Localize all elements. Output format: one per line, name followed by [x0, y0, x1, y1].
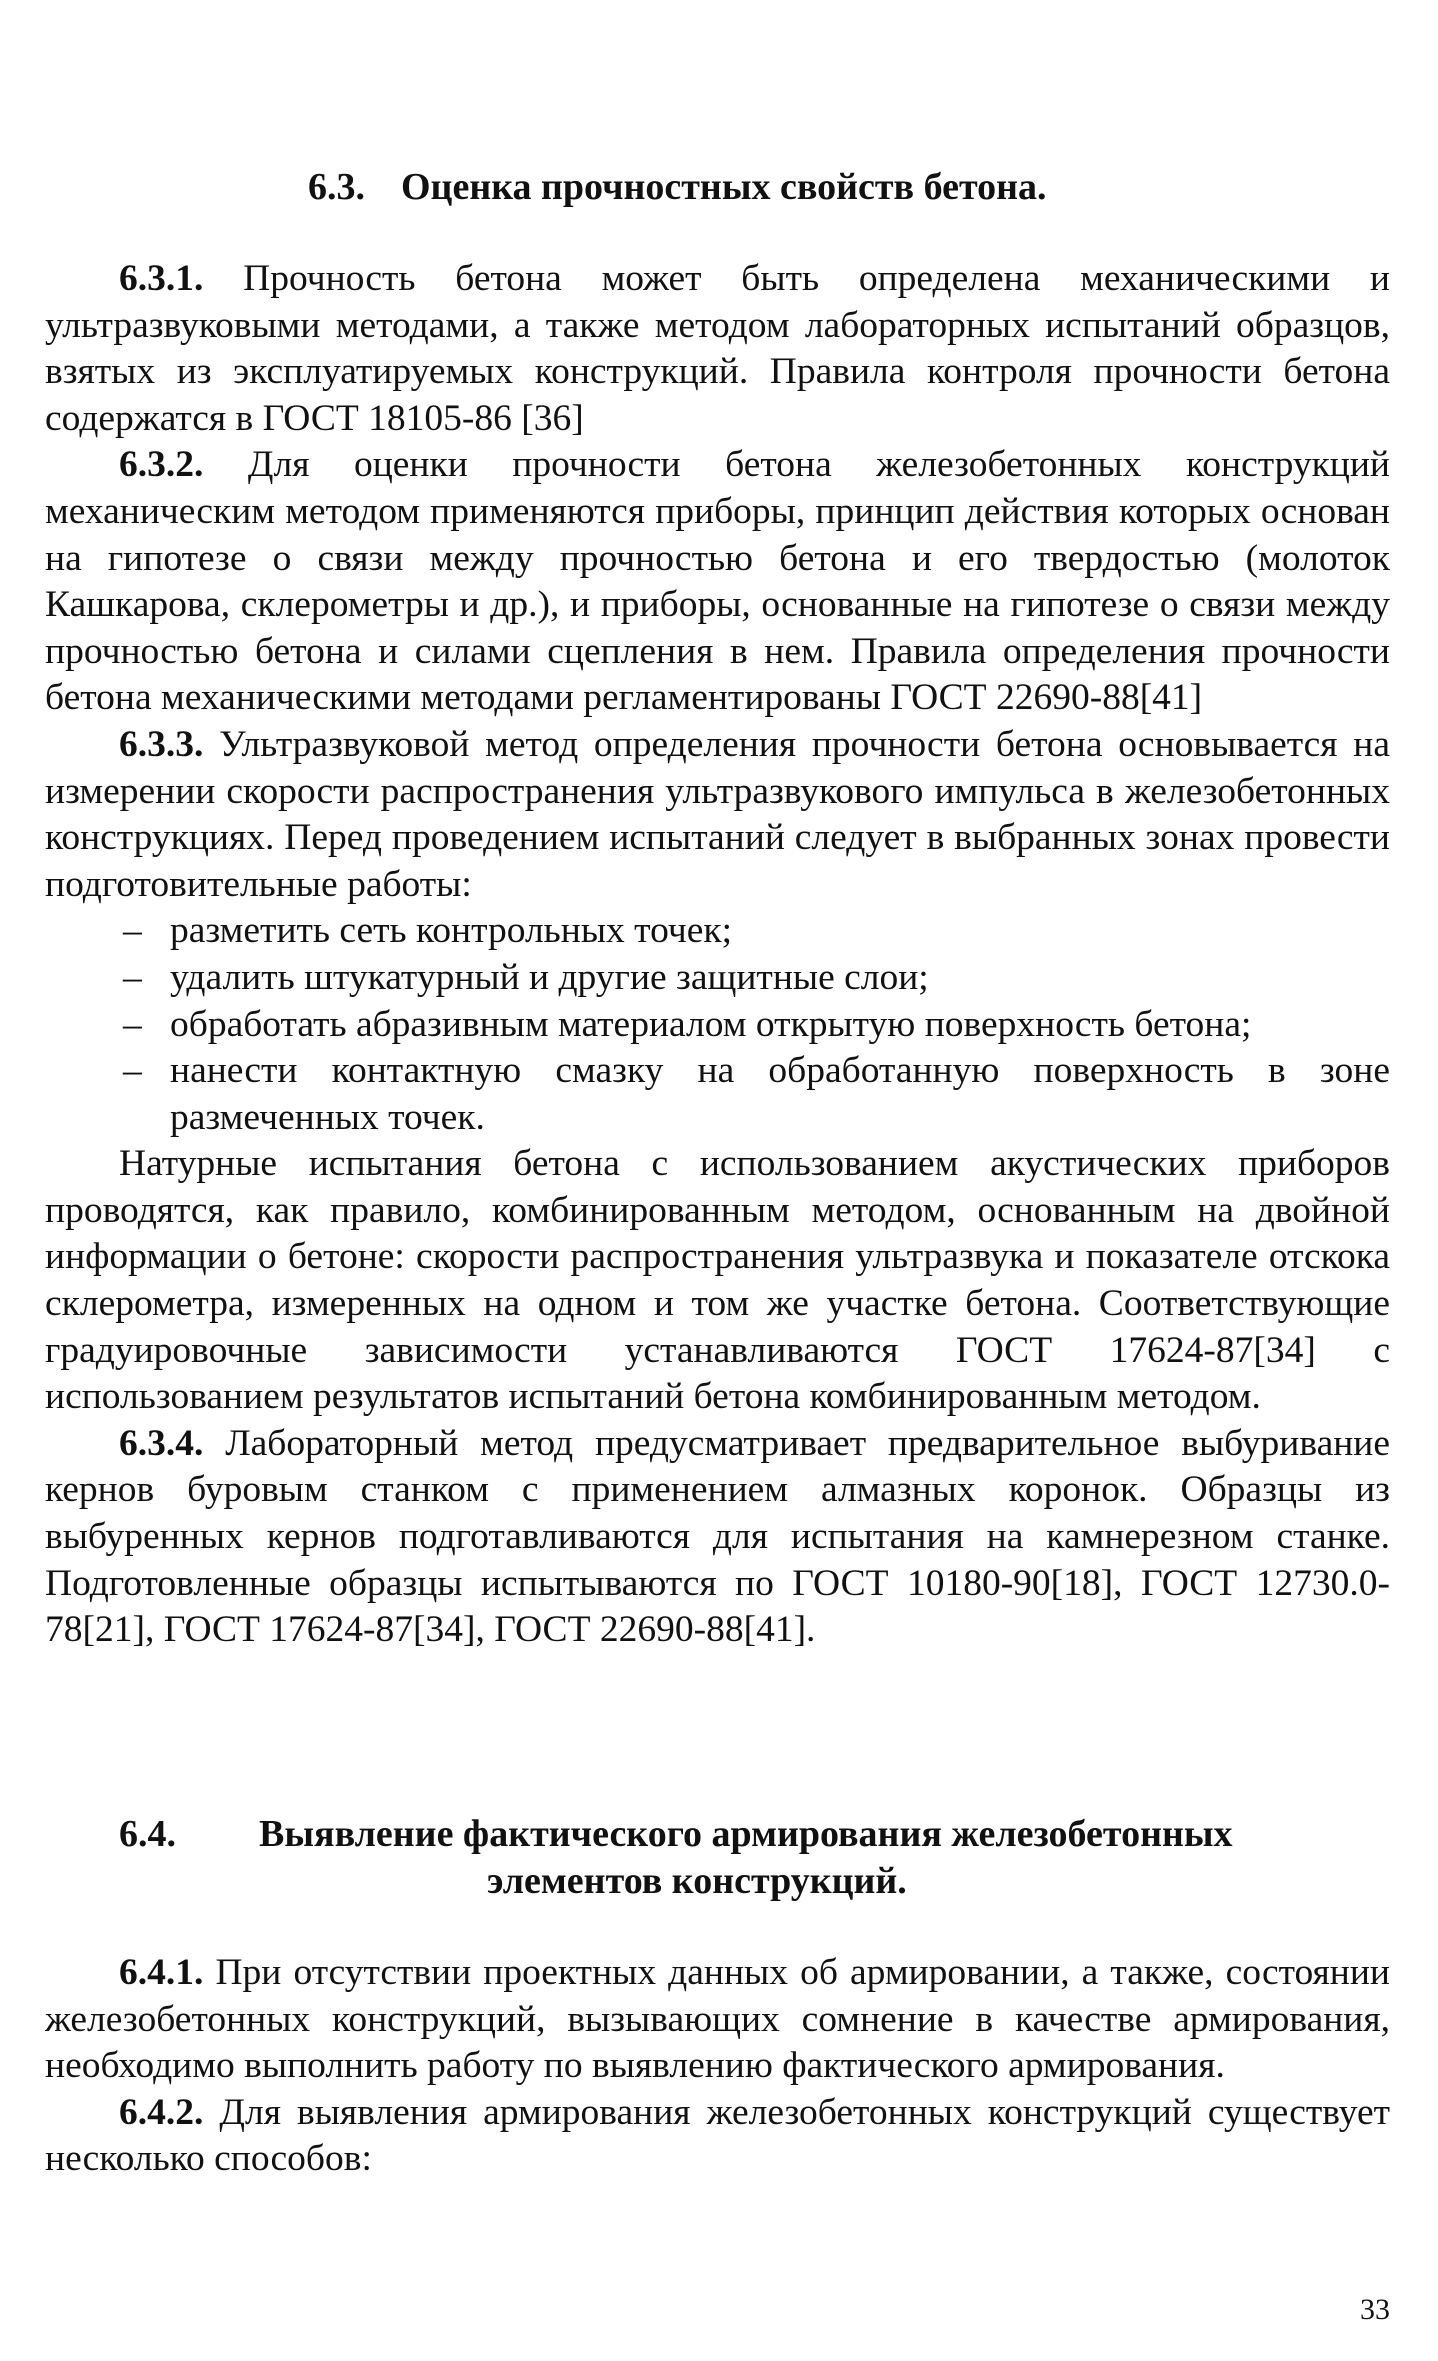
list-dash: – [123, 1003, 142, 1045]
paragraph-6-3-2 [45, 442, 1390, 722]
section-title-line-2: элементов конструкций. [487, 1860, 907, 1902]
list-item-text: обработать абразивным материалом открытую поверхность бетона; [170, 1003, 1252, 1045]
paragraph-text: При отсутствии проектных данных об армировании, а также, состоянии железобетонных конструкций, вызывающих сомнение в качестве армирования, необходимо выполнить работу по выявлению фактического армирования. [45, 1952, 1390, 2087]
paragraph-6-3-1 [45, 256, 1390, 442]
list-item-text: удалить штукатурный и другие защитные слои; [170, 956, 929, 998]
list-dash: – [123, 910, 142, 952]
paragraph-6-3-4 [45, 1421, 1390, 1654]
section-number: 6.4. [119, 1813, 176, 1855]
body-block-6-3 [45, 256, 1390, 1654]
list-dash: – [123, 956, 142, 998]
paragraph-number: 6.4.2. [119, 2091, 204, 2133]
list-item-text: нанести контактную смазку на обработанную поверхность в зоне размеченных точек. [170, 1050, 1390, 1138]
paragraph-text: Для оценки прочности бетона железобетонных конструкций механическим методом применяются приборы, принцип действия которых основан на гипотезе о связи между прочностью бетона и его твердостью (молоток Кашкарова, склерометры и др.), и приборы, основанные на гипотезе о связи между прочностью бетона и силами сцепления в нем. Правила определения прочности бетона механическими методами регламентированы ГОСТ 22690-88[41] [45, 444, 1390, 719]
section-title: Оценка прочностных свойств бетона. [401, 166, 1047, 208]
section-heading-6-4 [119, 1810, 1233, 1858]
page-number: 33 [1360, 2293, 1390, 2326]
paragraph-text: Прочность бетона может быть определена механическими и ультразвуковыми методами, а также методом лабораторных испытаний образцов, взятых из эксплуатируемых конструкций. Правила контроля прочности бетона содержатся в ГОСТ 18105-86 [36] [45, 258, 1390, 439]
paragraph-number: 6.3.1. [119, 258, 204, 299]
paragraph-6-4-2 [45, 2090, 1390, 2183]
paragraph-text: Ультразвуковой метод определения прочности бетона основывается на измерении скорости распространения ультразвукового импульса в железобетонных конструкциях. Перед проведением испытаний следует в выбранных зонах провести подготовительные работы: [45, 723, 1390, 905]
list-item [45, 1048, 1390, 1141]
section-heading-6-4-line-2 [487, 1857, 907, 1905]
paragraph-number: 6.4.1. [119, 1952, 204, 1993]
section-number: 6.3. [308, 166, 365, 208]
body-block-6-4 [45, 1950, 1390, 2183]
paragraph-number: 6.3.3. [119, 723, 204, 765]
section-heading-6-3 [308, 163, 1047, 211]
paragraph-6-4-1 [45, 1950, 1390, 2090]
list-item [45, 955, 1390, 1002]
paragraph-text: Лабораторный метод предусматривает предварительное выбуривание кернов буровым станком с применением алмазных коронок. Образцы из выбуренных кернов подготавливаются для испытания на камнерезном станке. Подготовленные образцы испытываются по ГОСТ 10180-90[18], ГОСТ 12730.0-78[21], ГОСТ 17624-87[34], ГОСТ 22690-88[41]. [45, 1422, 1390, 1651]
list-item [45, 1002, 1390, 1049]
preparation-list [45, 908, 1390, 1141]
paragraph-number: 6.3.4. [119, 1422, 204, 1464]
list-item [45, 908, 1390, 955]
paragraph-6-3-3 [45, 722, 1390, 908]
list-dash: – [123, 1050, 142, 1092]
paragraph-text: Для выявления армирования железобетонных конструкций существует несколько способов: [45, 2091, 1390, 2180]
paragraph-natural-tests [45, 1141, 1390, 1421]
paragraph-text: Натурные испытания бетона с использованием акустических приборов проводятся, как правило, комбинированным методом, основанным на двойной информации о бетоне: скорости распространения ультразвука и показателе отскока склерометра, измеренных на одном и том же участке бетона. Соответствующие градуировочные зависимости устанавливаются ГОСТ 17624-87[34] с использованием результатов испытаний бетона комбинированным методом. [45, 1143, 1390, 1418]
list-item-text: разметить сеть контрольных точек; [170, 910, 732, 952]
paragraph-number: 6.3.2. [119, 444, 204, 486]
section-title-line-1: Выявление фактического армирования железобетонных [259, 1813, 1233, 1855]
